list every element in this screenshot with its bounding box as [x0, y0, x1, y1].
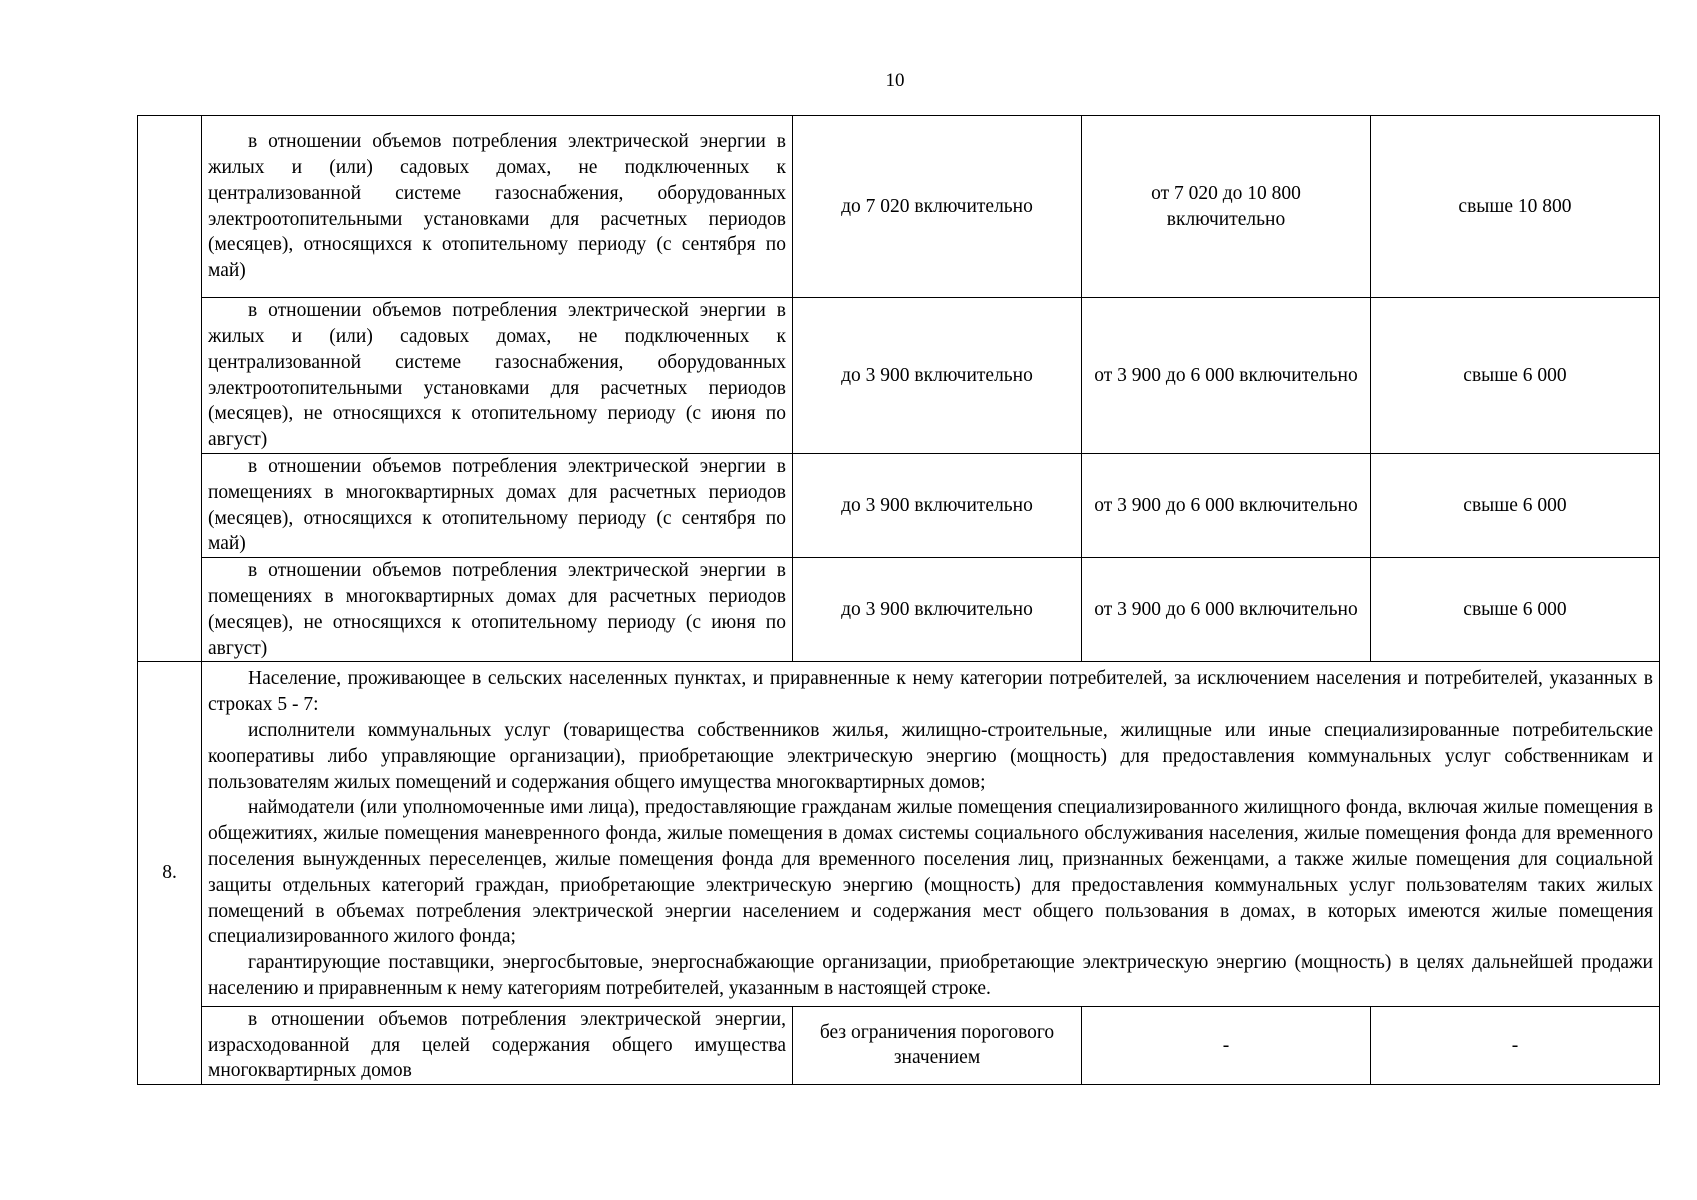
- row-description: в отношении объемов потребления электрической энергии в помещениях в многоквартирных домах для расчетных периодов (месяцев), относящихся к отопительному периоду (с сентября по май): [202, 454, 793, 558]
- range-high-cell: свыше 10 800: [1371, 116, 1660, 298]
- row-description: в отношении объемов потребления электрической энергии в жилых и (или) садовых домах, не подключенных к централизованной системе газоснабжения, оборудованных электроотопительными установками для расчетных периодов (месяцев), не относящихся к отопительному периоду (с июня по август): [202, 298, 793, 454]
- range-low-cell: до 3 900 включительно: [793, 558, 1082, 662]
- range-low-cell: без ограничения порогового значением: [793, 1006, 1082, 1084]
- row-number-8: 8.: [138, 662, 202, 1085]
- tariff-threshold-table: [137, 115, 1660, 1085]
- range-high-cell: свыше 6 000: [1371, 454, 1660, 558]
- range-mid-cell: от 3 900 до 6 000 включительно: [1082, 454, 1371, 558]
- table-row: [138, 298, 1660, 454]
- range-low-cell: до 3 900 включительно: [793, 298, 1082, 454]
- range-low-cell: до 3 900 включительно: [793, 454, 1082, 558]
- section-8-paragraph: гарантирующие поставщики, энергосбытовые, энергоснабжающие организации, приобретающие электрическую энергию (мощность) в целях дальнейшей продажи населению и приравненным к нему категориям потребителей, указанным в настоящей строке.: [208, 952, 1653, 999]
- table-row: [138, 454, 1660, 558]
- range-low-cell: до 7 020 включительно: [793, 116, 1082, 298]
- range-high-cell: свыше 6 000: [1371, 298, 1660, 454]
- table-row: [138, 1006, 1660, 1084]
- range-mid-cell: от 3 900 до 6 000 включительно: [1082, 558, 1371, 662]
- section-8-paragraph: исполнители коммунальных услуг (товарищества собственников жилья, жилищно-строительные, жилищные или иные специализированные потребительские кооперативы либо управляющие организации), приобретающие электрическую энергию (мощность) для предоставления коммунальных услуг собственникам и пользователям жилых помещений и содержания общего имущества многоквартирных домов;: [208, 719, 1653, 793]
- range-mid-cell: -: [1082, 1006, 1371, 1084]
- range-high-cell: -: [1371, 1006, 1660, 1084]
- range-high-cell: свыше 6 000: [1371, 558, 1660, 662]
- section-8-text: [202, 662, 1660, 1006]
- page-number: 10: [885, 70, 905, 91]
- row-description: в отношении объемов потребления электрической энергии в помещениях в многоквартирных домах для расчетных периодов (месяцев), не относящихся к отопительному периоду (с июня по август): [202, 558, 793, 662]
- table-row: [138, 558, 1660, 662]
- section-8-paragraph: наймодатели (или уполномоченные ими лица), предоставляющие гражданам жилые помещения специализированного жилищного фонда, включая жилые помещения в общежитиях, жилые помещения маневренного фонда, жилые помещения в домах системы социального обслуживания населения, жилые помещения фонда для временного поселения вынужденных переселенцев, жилые помещения фонда для временного поселения лиц, признанных беженцами, а также жилые помещения для социальной защиты отдельных категорий граждан, приобретающие электрическую энергию (мощность) для предоставления коммунальных услуг пользователям таких жилых помещений в объемах потребления электрической энергии населением и содержания мест общего пользования в домах, в которых имеются жилые помещения специализированного жилого фонда;: [208, 797, 1653, 948]
- row-description: в отношении объемов потребления электрической энергии, израсходованной для целей содержания общего имущества многоквартирных домов: [202, 1006, 793, 1084]
- range-mid-cell: от 7 020 до 10 800 включительно: [1082, 116, 1371, 298]
- row-number-cell-empty: [138, 116, 202, 662]
- section-8-paragraph: Население, проживающее в сельских населенных пунктах, и приравненные к нему категории потребителей, за исключением населения и потребителей, указанных в строках 5 - 7:: [208, 668, 1653, 716]
- row-description: в отношении объемов потребления электрической энергии в жилых и (или) садовых домах, не подключенных к централизованной системе газоснабжения, оборудованных электроотопительными установками для расчетных периодов (месяцев), относящихся к отопительному периоду (с сентября по май): [202, 116, 793, 298]
- table-row: [138, 116, 1660, 298]
- table-row-section-8: [138, 662, 1660, 1006]
- range-mid-cell: от 3 900 до 6 000 включительно: [1082, 298, 1371, 454]
